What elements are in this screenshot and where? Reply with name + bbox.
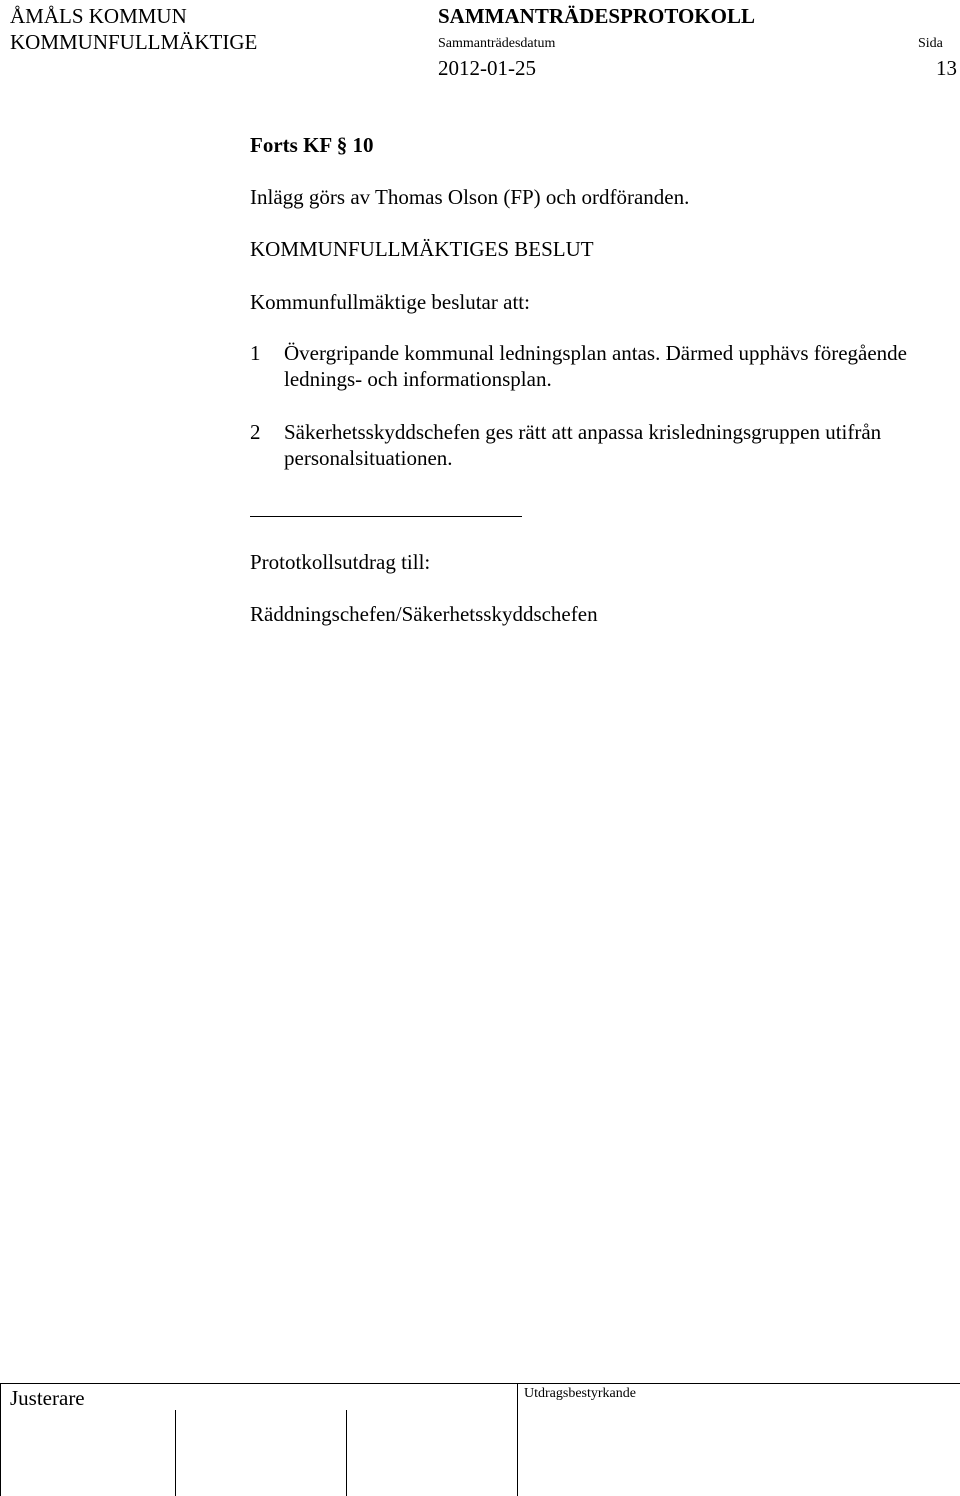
intro-paragraph: Inlägg görs av Thomas Olson (FP) och ordföranden. [250,185,690,209]
page-number: 13 [936,56,957,80]
footer-divider [0,1383,1,1496]
utdragsbestyrkande-label: Utdragsbestyrkande [524,1386,636,1401]
decision-item-text: Övergripande kommunal ledningsplan antas. Därmed upphävs föregående lednings- och informationsplan. [284,341,908,391]
signature-box-divider [175,1410,176,1496]
decision-item [250,340,950,400]
signature-box-divider [346,1410,347,1496]
section-title: Forts KF § 10 [250,133,374,157]
decision-item-number: 1 [250,341,261,365]
separator-rule [250,516,522,517]
decision-heading: KOMMUNFULLMÄKTIGES BESLUT [250,237,594,261]
decision-item-number: 2 [250,420,261,444]
footer-divider [517,1383,518,1496]
organization-name: ÅMÅLS KOMMUN [10,4,187,28]
footer-border [0,1383,960,1384]
page-label: Sida [918,36,943,51]
decision-item [250,419,950,479]
meeting-date-label: Sammanträdesdatum [438,36,556,51]
meeting-date: 2012-01-25 [438,56,536,80]
governing-body: KOMMUNFULLMÄKTIGE [10,30,258,54]
decision-item-text: Säkerhetsskyddschefen ges rätt att anpassa krisledningsgruppen utifrån personalsituationen. [284,420,882,470]
decision-intro: Kommunfullmäktige beslutar att: [250,290,530,314]
document-type: SAMMANTRÄDESPROTOKOLL [438,4,755,28]
distribution-recipient: Räddningschefen/Säkerhetsskyddschefen [250,602,598,626]
distribution-label: Prototkollsutdrag till: [250,550,431,574]
justerare-label: Justerare [10,1386,85,1410]
